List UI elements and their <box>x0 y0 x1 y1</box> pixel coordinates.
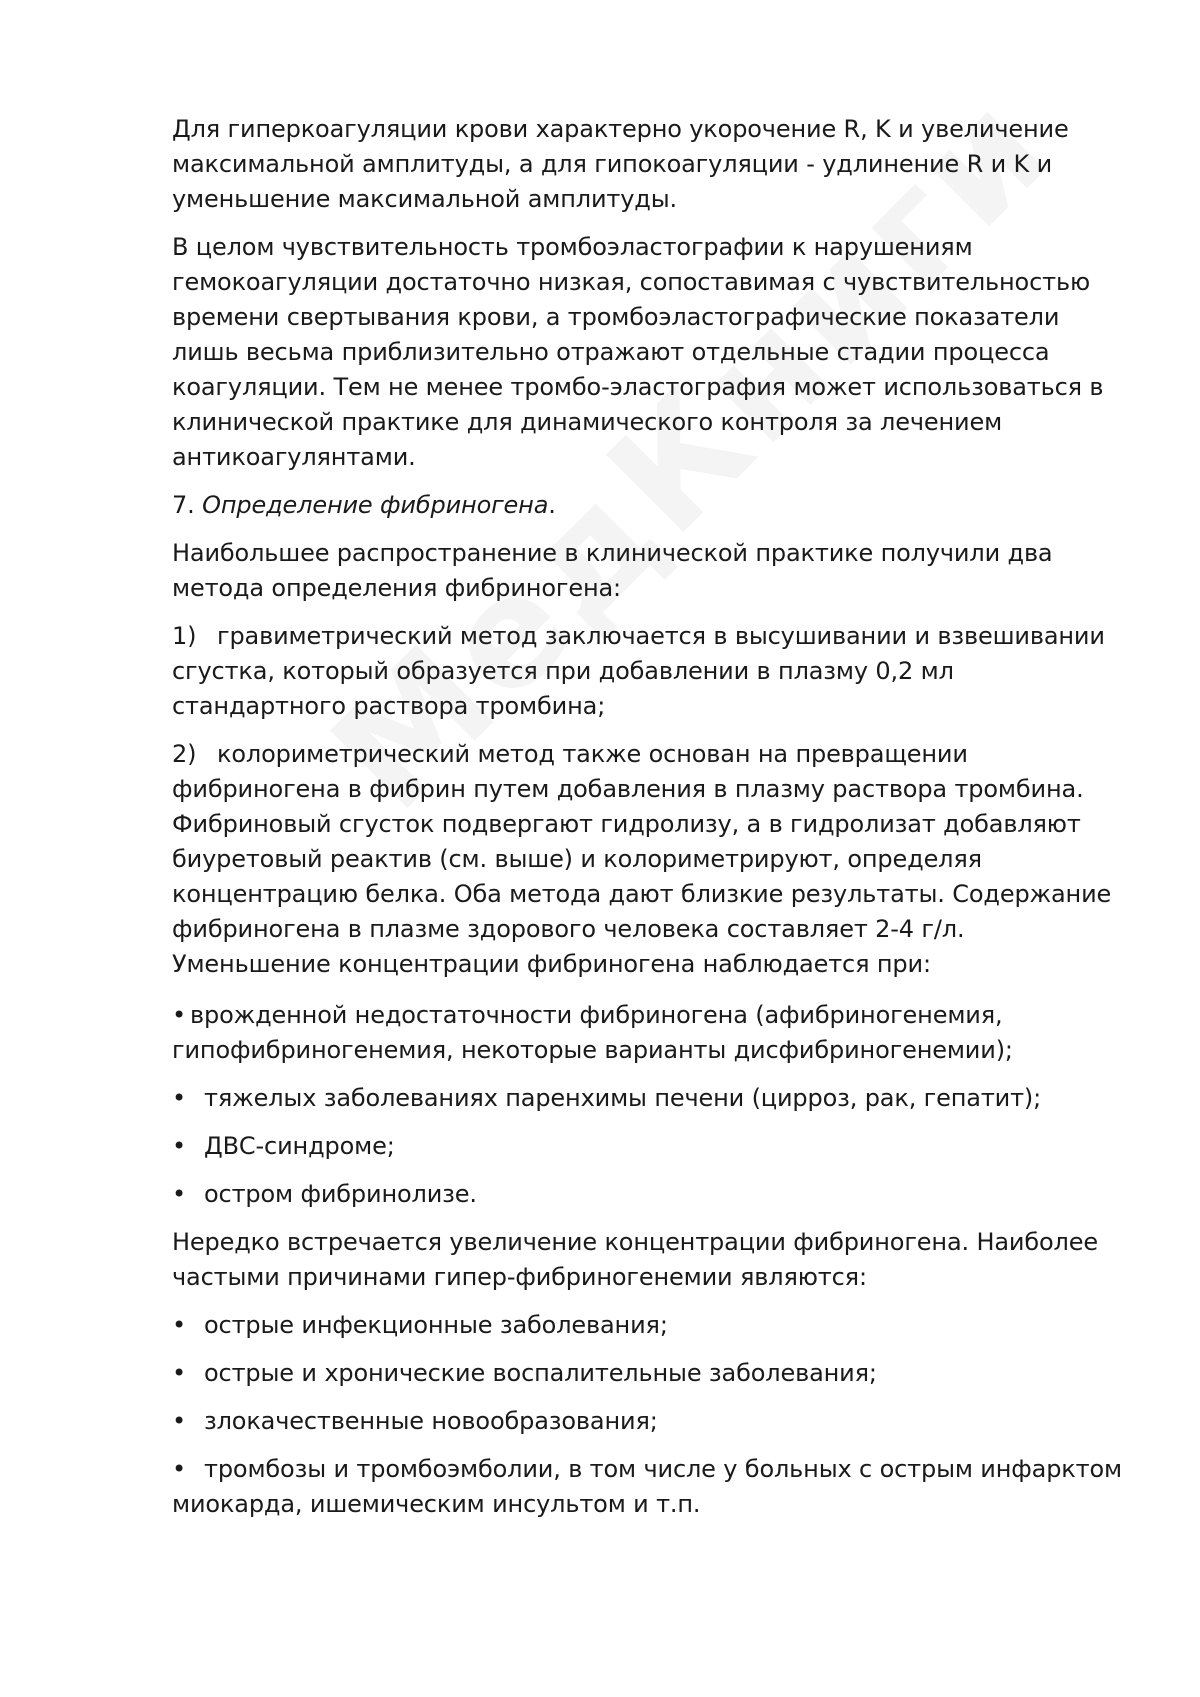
list-item-text: острые инфекционные заболевания; <box>204 1311 668 1339</box>
list-item <box>172 1177 1132 1212</box>
list-item-text: тромбозы и тромбоэмболии, в том числе у больных с острым инфарктом миокарда, ишемическим инсультом и т.п. <box>172 1455 1122 1518</box>
list-item-text: тяжелых заболеваниях паренхимы печени (цирроз, рак, гепатит); <box>204 1084 1041 1112</box>
list-item-text: остром фибринолизе. <box>204 1180 477 1208</box>
section-title: Определение фибриногена <box>202 491 548 519</box>
list-item <box>172 1452 1132 1522</box>
bullet: • <box>172 1129 204 1164</box>
bullet: • <box>172 1356 204 1391</box>
bullet: • <box>172 1177 204 1212</box>
method-number: 1) <box>172 619 217 654</box>
bullet: • <box>172 1404 204 1439</box>
method-gravimetric <box>172 619 1132 724</box>
list-item-text: ДВС-синдроме; <box>204 1132 395 1160</box>
list-item-text: злокачественные новообразования; <box>204 1407 658 1435</box>
bullet: • <box>172 998 190 1033</box>
section-title-period: . <box>548 491 555 519</box>
paragraph-decrease-intro: Уменьшение концентрации фибриногена наблюдается при: <box>172 947 1132 982</box>
method-text: гравиметрический метод заключается в высушивании и взвешивании сгустка, который образуется при добавлении в плазму 0,2 мл стандартного раствора тромбина; <box>172 622 1105 720</box>
method-text: колориметрический метод также основан на превращении фибриногена в фибрин путем добавления в плазму раствора тромбина. Фибриновый сгусток подвергают гидролизу, а в гидролизат добавляют биуретовый реактив (см. выше) и колориметрируют, определяя концентрацию белка. Оба метода дают близкие результаты. Содержание фибриногена в плазме здорового человека составляет 2-4 г/л. <box>172 740 1111 943</box>
list-item <box>172 998 1132 1068</box>
paragraph-hypercoagulation: Для гиперкоагуляции крови характерно укорочение R, K и увеличение максимальной амплитуды, а для гипокоагуляции - удлинение R и K и уменьшение максимальной амплитуды. <box>172 112 1132 217</box>
document-page <box>172 112 1132 1535</box>
paragraph-methods-intro: Наибольшее распространение в клинической практике получили два метода определения фибриногена: <box>172 536 1132 606</box>
list-item <box>172 1356 1132 1391</box>
bullet: • <box>172 1081 204 1116</box>
list-item <box>172 1129 1132 1164</box>
method-colorimetric <box>172 737 1132 947</box>
list-item <box>172 1404 1132 1439</box>
bullet: • <box>172 1452 204 1487</box>
list-item <box>172 1308 1132 1343</box>
paragraph-increase-intro: Нередко встречается увеличение концентрации фибриногена. Наиболее частыми причинами гипер-фибриногенемии являются: <box>172 1225 1132 1295</box>
section-heading <box>172 488 1132 523</box>
method-number: 2) <box>172 737 217 772</box>
list-item <box>172 1081 1132 1116</box>
bullet: • <box>172 1308 204 1343</box>
section-number: 7. <box>172 491 195 519</box>
paragraph-sensitivity: В целом чувствительность тромбоэластографии к нарушениям гемокоагуляции достаточно низкая, сопоставимая с чувствительностью времени свертывания крови, а тромбоэластографические показатели лишь весьма приблизительно отражают отдельные стадии процесса коагуляции. Тем не менее тромбо-эластография может использоваться в клинической практике для динамического контроля за лечением антикоагулянтами. <box>172 230 1132 475</box>
list-item-text: острые и хронические воспалительные заболевания; <box>204 1359 877 1387</box>
list-item-text: врожденной недостаточности фибриногена (афибриногенемия, гипофибриногенемия, некоторые варианты дисфибриногенемии); <box>172 1001 1013 1064</box>
